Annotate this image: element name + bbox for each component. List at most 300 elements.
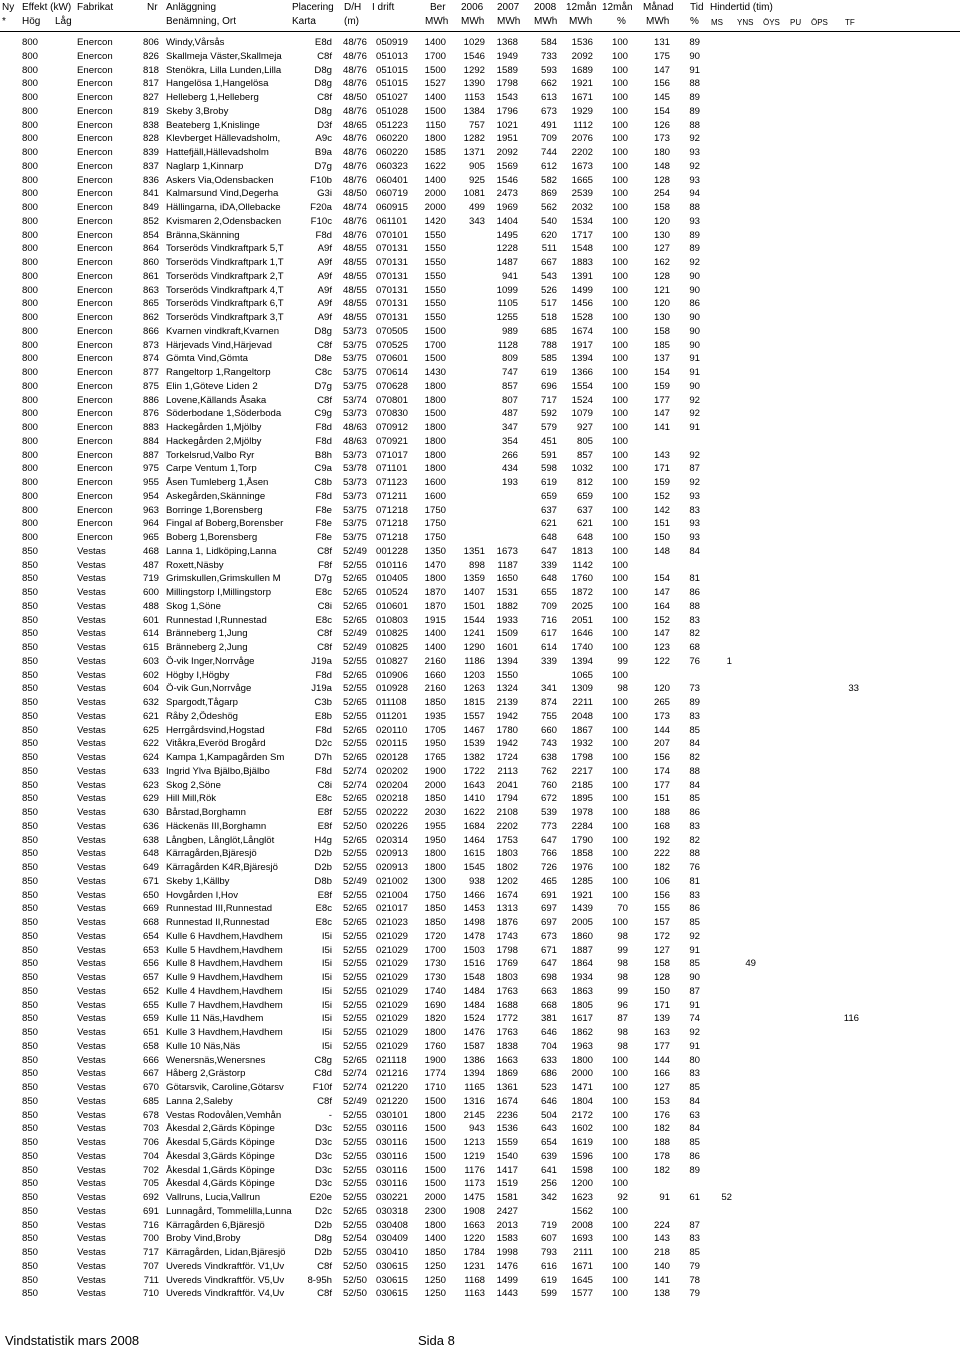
cell-dh: 52/55: [343, 710, 368, 722]
cell-dh: 52/65: [343, 669, 368, 681]
cell-dh: 52/74: [343, 1068, 368, 1080]
cell-mwh-2006: 1163: [464, 1288, 485, 1300]
cell-dh: 52/55: [343, 944, 368, 956]
cell-ber-mwh: 1500: [424, 325, 446, 337]
cell-nr: 862: [142, 312, 159, 323]
cell-mwh-2006: 1484: [463, 985, 485, 997]
cell-ber-mwh: 1500: [424, 1137, 446, 1148]
cell-benamning: Bränneberg 1,Jung: [166, 628, 248, 640]
cell-benamning: Windy,Vårsås: [166, 37, 225, 48]
cell-manad-mwh: 254: [653, 188, 670, 200]
cell-nr: 828: [142, 133, 159, 145]
cell-nr: 691: [142, 1205, 159, 1217]
cell-fabrikat: Enercon: [77, 160, 113, 172]
cell-tid-pct: 90: [689, 339, 700, 351]
cell-ber-mwh: 1800: [424, 422, 446, 433]
cell-fabrikat: Enercon: [77, 105, 113, 117]
cell-manad-mwh: 127: [653, 1082, 670, 1093]
cell-tid-pct: 81: [689, 573, 700, 585]
cell-benamning: Hackegården 2,Mjölby: [166, 435, 262, 447]
cell-hindertid-1: 1: [726, 655, 732, 667]
cell-dh: 52/55: [343, 848, 368, 860]
cell-12man-pct: 100: [611, 710, 628, 722]
cell-mwh-2007: 1942: [496, 738, 518, 750]
cell-i-drift: 001228: [376, 545, 409, 557]
cell-mwh-2008: 793: [540, 1247, 557, 1258]
cell-12man-pct: 100: [611, 1095, 628, 1107]
cell-12man-pct: 100: [611, 147, 628, 158]
header-karta: Karta: [292, 16, 316, 27]
cell-dh: 52/54: [343, 1233, 368, 1245]
table-row: [0, 297, 960, 311]
cell-mwh-2007: 1105: [497, 298, 518, 310]
cell-12man-pct: 100: [611, 463, 628, 475]
cell-tid-pct: 89: [689, 105, 700, 117]
cell-nr: 875: [142, 380, 159, 392]
cell-mwh-2008: 582: [540, 174, 557, 186]
cell-i-drift: 030408: [376, 1219, 409, 1231]
cell-i-drift: 010825: [376, 642, 409, 653]
cell-placering: F10c: [310, 215, 332, 227]
cell-nr: 678: [142, 1109, 159, 1121]
cell-benamning: Kulle 6 Havdhem,Havdhem: [166, 930, 283, 942]
cell-fabrikat: Enercon: [77, 312, 113, 323]
cell-fabrikat: Vestas: [77, 738, 106, 750]
cell-benamning: Skog 2,Söne: [166, 779, 221, 791]
cell-12man-mwh: 2211: [572, 697, 593, 708]
cell-i-drift: 021004: [376, 889, 409, 901]
cell-manad-mwh: 130: [653, 312, 670, 323]
cell-effekt: 850: [22, 779, 39, 791]
cell-effekt: 800: [22, 408, 39, 420]
cell-placering: D8g: [314, 105, 332, 117]
cell-i-drift: 020218: [376, 793, 409, 805]
cell-i-drift: 071218: [376, 532, 409, 543]
cell-ber-mwh: 1700: [424, 339, 446, 351]
cell-12man-pct: 100: [611, 1233, 628, 1245]
cell-manad-mwh: 158: [653, 202, 670, 213]
cell-mwh-2007: 1099: [496, 284, 518, 296]
cell-manad-mwh: 141: [653, 422, 670, 433]
cell-mwh-2006: 1407: [463, 587, 485, 598]
cell-fabrikat: Vestas: [77, 1192, 106, 1203]
cell-mwh-2008: 744: [540, 147, 557, 158]
cell-dh: 53/75: [343, 353, 368, 365]
cell-nr: 622: [142, 738, 159, 750]
cell-mwh-2006: 1186: [464, 655, 485, 667]
cell-12man-mwh: 2202: [571, 147, 593, 158]
cell-mwh-2008: 685: [540, 325, 557, 337]
cell-effekt: 800: [22, 532, 39, 543]
table-row: [0, 1040, 960, 1054]
cell-effekt: 800: [22, 394, 39, 406]
cell-nr: 666: [142, 1054, 159, 1066]
cell-12man-mwh: 1598: [571, 1164, 593, 1176]
cell-benamning: Helleberg 1,Helleberg: [166, 92, 259, 103]
cell-fabrikat: Vestas: [77, 1123, 106, 1135]
cell-12man-mwh: 2048: [571, 710, 593, 722]
cell-placering: D2c: [314, 738, 332, 750]
cell-mwh-2008: 256: [540, 1178, 557, 1190]
cell-mwh-2008: 584: [540, 37, 557, 48]
cell-dh: 48/63: [343, 422, 368, 433]
cell-i-drift: 051223: [376, 119, 409, 131]
cell-12man-mwh: 1673: [571, 160, 593, 172]
cell-tid-pct: 81: [689, 875, 700, 887]
cell-mwh-2006: 1615: [463, 848, 485, 860]
cell-mwh-2007: 1255: [496, 312, 518, 323]
cell-placering: I5i: [321, 1040, 332, 1052]
cell-manad-mwh: 174: [653, 765, 670, 777]
cell-nr: 883: [142, 422, 159, 433]
cell-i-drift: 051027: [376, 92, 409, 103]
cell-ber-mwh: 1720: [424, 930, 446, 942]
cell-ber-mwh: 1350: [424, 545, 446, 557]
cell-mwh-2008: 874: [540, 697, 557, 708]
cell-benamning: Kvismaren 2,Odensbacken: [166, 215, 282, 227]
cell-mwh-2008: 654: [540, 1137, 557, 1148]
cell-ber-mwh: 1420: [424, 215, 446, 227]
cell-manad-mwh: 137: [653, 353, 670, 365]
header-mwh-2007: MWh: [497, 16, 521, 27]
cell-mwh-2008: 660: [540, 724, 557, 736]
cell-12man-mwh: 2008: [571, 1219, 593, 1231]
cell-manad-mwh: 180: [653, 147, 670, 158]
cell-ber-mwh: 1800: [424, 435, 446, 447]
cell-12man-pct: 100: [611, 752, 628, 763]
cell-dh: 52/50: [343, 1260, 368, 1272]
cell-fabrikat: Enercon: [77, 119, 113, 131]
cell-nr: 652: [142, 985, 159, 997]
cell-dh: 53/75: [343, 518, 368, 530]
cell-mwh-2007: 941: [501, 270, 518, 282]
cell-tid-pct: 79: [689, 1288, 700, 1300]
cell-i-drift: 010116: [376, 559, 408, 571]
cell-nr: 487: [142, 559, 159, 571]
cell-12man-pct: 100: [611, 820, 628, 832]
cell-12man-mwh: 2000: [571, 1068, 593, 1080]
cell-dh: 52/55: [343, 1040, 368, 1052]
table-row: [0, 985, 960, 999]
cell-effekt: 800: [22, 284, 39, 296]
cell-fabrikat: Vestas: [77, 642, 106, 653]
cell-12man-pct: 100: [611, 257, 628, 268]
cell-dh: 52/65: [343, 917, 368, 928]
cell-nr: 838: [142, 119, 159, 131]
cell-12man-pct: 99: [617, 944, 628, 956]
cell-12man-pct: 99: [617, 985, 628, 997]
cell-12man-mwh: 1674: [571, 325, 593, 337]
cell-ber-mwh: 1800: [424, 1219, 446, 1231]
cell-dh: 52/50: [343, 820, 368, 832]
cell-benamning: Bränna,Skänning: [166, 229, 240, 241]
cell-mwh-2008: 339: [540, 655, 557, 667]
cell-fabrikat: Enercon: [77, 339, 113, 351]
cell-12man-pct: 99: [617, 655, 628, 667]
cell-12man-pct: 100: [611, 174, 628, 186]
cell-12man-pct: 100: [611, 875, 628, 887]
cell-dh: 52/65: [343, 614, 368, 626]
cell-effekt: 850: [22, 752, 39, 763]
cell-benamning: Spargodt,Tågarp: [166, 697, 238, 708]
cell-fabrikat: Vestas: [77, 765, 106, 777]
cell-effekt: 800: [22, 367, 39, 378]
cell-ber-mwh: 1950: [424, 738, 446, 750]
cell-effekt: 850: [22, 1219, 39, 1231]
cell-benamning: Hackegården 1,Mjölby: [166, 422, 262, 433]
cell-placering: I5i: [321, 958, 332, 970]
cell-12man-mwh: 1577: [571, 1288, 593, 1300]
cell-mwh-2008: 655: [540, 587, 557, 598]
cell-12man-mwh: 857: [576, 449, 593, 461]
cell-placering: E8b: [314, 710, 332, 722]
cell-mwh-2006: 1382: [463, 752, 485, 763]
table-row: [0, 1109, 960, 1123]
cell-mwh-2007: 807: [501, 394, 518, 406]
cell-12man-pct: 100: [611, 917, 628, 928]
cell-i-drift: 070101: [376, 229, 409, 241]
cell-benamning: Carpe Ventum 1,Torp: [166, 463, 257, 475]
cell-nr: 841: [142, 188, 159, 200]
cell-manad-mwh: 148: [653, 545, 670, 557]
cell-manad-mwh: 159: [653, 380, 670, 392]
cell-12man-pct: 100: [611, 559, 628, 571]
cell-mwh-2008: 698: [540, 972, 557, 983]
cell-nr: 685: [142, 1095, 159, 1107]
cell-benamning: Ö-vik Inger,Norrvåge: [166, 655, 255, 667]
cell-placering: E8c: [315, 903, 332, 915]
cell-12man-pct: 100: [611, 243, 628, 255]
cell-mwh-2008: 719: [540, 1219, 557, 1231]
cell-mwh-2006: 1351: [463, 545, 485, 557]
cell-ber-mwh: 2000: [424, 779, 446, 791]
cell-mwh-2007: 1688: [496, 999, 518, 1011]
cell-mwh-2007: 1798: [496, 78, 518, 90]
cell-nr: 650: [142, 889, 159, 901]
header-2007: 2007: [497, 2, 520, 13]
cell-nr: 705: [142, 1178, 159, 1190]
cell-mwh-2008: 671: [540, 944, 557, 956]
cell-benamning: Uvereds Vindkraftför. V4,Uv: [166, 1288, 285, 1300]
cell-benamning: Torseröds Vindkraftpark 3,T: [166, 312, 284, 323]
cell-mwh-2008: 342: [540, 1192, 557, 1203]
cell-12man-mwh: 2172: [571, 1109, 593, 1121]
cell-placering: J19a: [311, 655, 332, 667]
cell-tid-pct: 88: [689, 119, 700, 131]
cell-placering: C8f: [317, 50, 332, 62]
cell-mwh-2007: 1998: [496, 1247, 518, 1258]
table-row: [0, 187, 960, 201]
cell-12man-pct: 100: [611, 408, 628, 420]
cell-mwh-2007: 989: [501, 325, 518, 337]
cell-12man-pct: 98: [617, 972, 628, 983]
table-row: [0, 325, 960, 339]
header-m: (m): [344, 16, 359, 27]
header-pct-12: %: [617, 16, 626, 27]
cell-effekt: 850: [22, 834, 39, 846]
cell-nr: 877: [142, 367, 159, 378]
cell-manad-mwh: 158: [653, 325, 670, 337]
cell-fabrikat: Vestas: [77, 917, 106, 928]
cell-benamning: Uvereds Vindkraftför. V1,Uv: [166, 1260, 285, 1272]
cell-placering: D3c: [314, 1123, 332, 1135]
cell-nr: 632: [142, 697, 159, 708]
cell-dh: 48/55: [343, 298, 368, 310]
cell-nr: 615: [142, 642, 159, 653]
cell-i-drift: 021023: [376, 917, 409, 928]
cell-12man-mwh: 1921: [571, 889, 593, 901]
cell-mwh-2008: 614: [540, 642, 557, 653]
cell-ber-mwh: 1710: [424, 1082, 446, 1093]
cell-fabrikat: Vestas: [77, 1013, 106, 1025]
cell-nr: 633: [142, 765, 159, 777]
cell-i-drift: 021029: [376, 1027, 409, 1038]
header-mwh-12: MWh: [569, 16, 593, 27]
cell-mwh-2008: 638: [540, 752, 557, 763]
cell-effekt: 800: [22, 298, 39, 310]
cell-i-drift: 051015: [376, 78, 409, 90]
cell-mwh-2006: 1219: [463, 1150, 485, 1162]
header-12man-mwh: 12mån: [566, 2, 597, 13]
cell-fabrikat: Vestas: [77, 1274, 106, 1286]
cell-mwh-2008: 599: [540, 1288, 557, 1300]
cell-effekt: 850: [22, 1027, 39, 1038]
cell-mwh-2007: 1794: [496, 793, 518, 805]
cell-tid-pct: 83: [689, 1068, 700, 1080]
cell-mwh-2008: 593: [540, 64, 557, 76]
cell-benamning: Bränneberg 2,Jung: [166, 642, 248, 653]
cell-manad-mwh: 131: [653, 37, 670, 48]
cell-nr: 702: [142, 1164, 159, 1176]
cell-tid-pct: 92: [689, 930, 700, 942]
cell-benamning: Götarsvik, Caroline,Götarsv: [166, 1082, 284, 1093]
cell-ber-mwh: 1550: [424, 270, 446, 282]
cell-benamning: Åkesdal 3,Gärds Köpinge: [166, 1150, 275, 1162]
cell-mwh-2007: 1949: [496, 50, 518, 62]
cell-fabrikat: Enercon: [77, 37, 113, 48]
cell-fabrikat: Enercon: [77, 477, 113, 488]
cell-mwh-2006: 1524: [463, 1013, 485, 1025]
cell-tid-pct: 88: [689, 78, 700, 90]
cell-dh: 48/76: [343, 147, 368, 158]
cell-ber-mwh: 1915: [424, 614, 446, 626]
cell-effekt: 800: [22, 202, 39, 213]
cell-i-drift: 020226: [376, 820, 409, 832]
cell-mwh-2007: 1763: [496, 1027, 518, 1038]
cell-effekt: 800: [22, 339, 39, 351]
cell-nr: 887: [142, 449, 159, 461]
cell-dh: 52/55: [343, 958, 368, 970]
column-header: [0, 0, 960, 30]
table-row: [0, 105, 960, 119]
cell-mwh-2007: 193: [501, 477, 518, 488]
header-fabrikat: Fabrikat: [77, 2, 114, 13]
cell-12man-pct: 96: [617, 999, 628, 1011]
cell-mwh-2007: 1443: [496, 1288, 518, 1300]
cell-mwh-2008: 539: [540, 807, 557, 818]
cell-fabrikat: Vestas: [77, 752, 106, 763]
cell-mwh-2008: 672: [540, 793, 557, 805]
cell-dh: 48/55: [343, 270, 368, 282]
cell-placering: C9a: [314, 463, 332, 475]
cell-dh: 48/76: [343, 160, 368, 172]
cell-mwh-2008: 760: [540, 779, 557, 791]
cell-tid-pct: 87: [689, 1219, 700, 1231]
table-row: [0, 1232, 960, 1246]
table-row: [0, 641, 960, 655]
cell-mwh-2008: 709: [540, 133, 557, 145]
cell-tid-pct: 61: [689, 1192, 700, 1203]
cell-placering: C8i: [317, 600, 332, 612]
cell-12man-pct: 100: [611, 862, 628, 873]
cell-fabrikat: Vestas: [77, 875, 106, 887]
header-placering: Placering: [292, 2, 334, 13]
cell-nr: 965: [142, 532, 159, 543]
cell-placering: C8f: [317, 1095, 332, 1107]
table-row: [0, 1260, 960, 1274]
cell-ber-mwh: 1550: [424, 257, 446, 268]
cell-12man-pct: 100: [611, 50, 628, 62]
cell-fabrikat: Vestas: [77, 848, 106, 860]
cell-ber-mwh: 1550: [424, 243, 446, 255]
cell-dh: 52/74: [343, 765, 368, 777]
cell-12man-mwh: 1309: [571, 683, 593, 695]
cell-12man-pct: 100: [611, 1109, 628, 1121]
cell-12man-mwh: 1929: [571, 105, 593, 117]
table-row: [0, 586, 960, 600]
table-row: [0, 421, 960, 435]
table-row: [0, 1164, 960, 1178]
cell-mwh-2006: 1539: [463, 738, 485, 750]
cell-placering: C8f: [317, 92, 332, 103]
cell-manad-mwh: 218: [653, 1247, 670, 1258]
cell-effekt: 850: [22, 1123, 39, 1135]
cell-dh: 52/55: [343, 999, 368, 1011]
cell-12man-pct: 100: [611, 270, 628, 282]
cell-mwh-2007: 1128: [497, 339, 518, 351]
cell-dh: 53/74: [343, 394, 368, 406]
cell-benamning: Wenersnäs,Wenersnes: [166, 1054, 266, 1066]
cell-benamning: Kärragården, Lidan,Bjäresjö: [166, 1247, 286, 1258]
cell-effekt: 850: [22, 972, 39, 983]
table-row: [0, 1274, 960, 1288]
cell-manad-mwh: 192: [653, 834, 670, 846]
cell-12man-pct: 100: [611, 353, 628, 365]
cell-i-drift: 010928: [376, 683, 409, 695]
cell-nr: 719: [142, 573, 159, 585]
cell-benamning: Kulle 4 Havdhem,Havdhem: [166, 985, 283, 997]
cell-placering: F10b: [310, 174, 332, 186]
header-hog: Hög: [22, 16, 41, 27]
cell-i-drift: 021220: [376, 1095, 409, 1107]
cell-mwh-2008: 598: [540, 463, 557, 475]
table-row: [0, 270, 960, 284]
cell-fabrikat: Vestas: [77, 889, 106, 901]
cell-placering: A9f: [317, 284, 332, 296]
cell-manad-mwh: 120: [653, 683, 670, 695]
cell-manad-mwh: 127: [653, 243, 670, 255]
cell-nr: 955: [142, 477, 159, 488]
cell-12man-pct: 100: [611, 133, 628, 145]
cell-i-drift: 071218: [376, 504, 409, 516]
cell-mwh-2007: 2108: [496, 807, 518, 818]
cell-mwh-2007: 1772: [496, 1013, 518, 1025]
table-row: [0, 861, 960, 875]
cell-benamning: Borringe 1,Borensberg: [166, 504, 263, 516]
cell-effekt: 800: [22, 37, 39, 48]
cell-tid-pct: 90: [689, 270, 700, 282]
cell-i-drift: 030409: [376, 1233, 409, 1245]
